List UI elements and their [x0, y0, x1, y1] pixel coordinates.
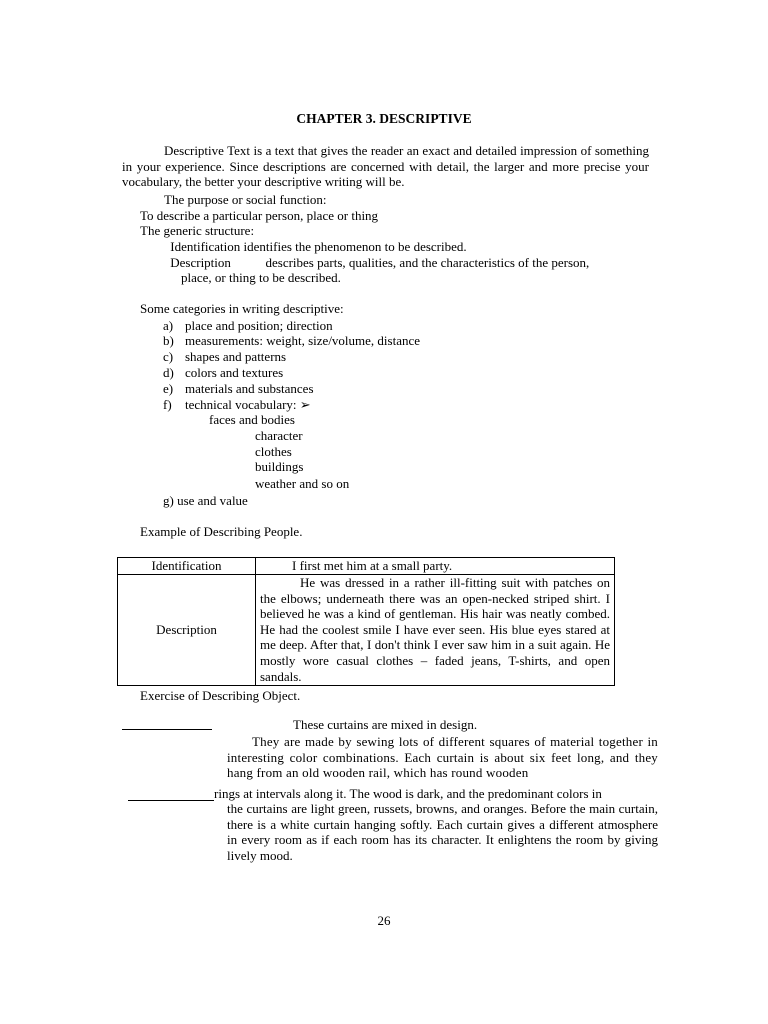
- technical-text: clothes: [255, 444, 292, 459]
- exercise-para1: They are made by sewing lots of different squares of material together in interesting color combinations. Each curtain is about six feet long, and they hang from an old wooden rail, which has round wooden: [227, 734, 658, 781]
- category-marker: f): [163, 397, 172, 412]
- category-text: place and position; direction: [185, 318, 333, 333]
- structure-text: Identification identifies the phenomenon to be described.: [170, 239, 467, 254]
- example-table: [117, 557, 615, 686]
- chapter-title: CHAPTER 3. DESCRIPTIVE: [296, 111, 472, 126]
- category-item: [163, 397, 311, 413]
- category-text: materials and substances: [185, 381, 314, 396]
- exercise-para2-rest: the curtains are light green, russets, browns, and oranges. Before the main curtain, there is a white curtain hanging softly. Each curtain gives a different atmosphere in every room as if each room has its character. It enlightens the room by giving lively mood.: [227, 801, 658, 863]
- category-text: shapes and patterns: [185, 349, 287, 364]
- technical-first: faces and bodies: [209, 412, 295, 427]
- category-text: colors and textures: [185, 365, 284, 380]
- answer-blank-1[interactable]: [122, 715, 212, 730]
- table-row: [118, 558, 615, 575]
- category-g: g) use and value: [163, 493, 248, 508]
- technical-item: [209, 476, 349, 492]
- table-cell-text: I first met him at a small party.: [256, 558, 615, 575]
- example-heading: Example of Describing People.: [140, 524, 303, 539]
- categories-heading: Some categories in writing descriptive:: [140, 301, 344, 316]
- purpose-heading: The purpose or social function:: [164, 192, 327, 207]
- technical-item: [209, 459, 303, 475]
- category-marker: e): [163, 381, 174, 396]
- intro-paragraph: [122, 143, 649, 190]
- technical-text: weather and so on: [255, 476, 350, 491]
- table-row: [118, 574, 615, 685]
- category-text: measurements: weight, size/volume, distance: [185, 333, 421, 348]
- technical-item: [209, 428, 303, 444]
- structure-continuation: place, or thing to be described.: [181, 270, 341, 285]
- structure-text: describes parts, qualities, and the characteristics of the person,: [265, 255, 590, 270]
- structure-label: Description: [170, 255, 231, 270]
- answer-blank-2[interactable]: [128, 786, 214, 801]
- category-text: technical vocabulary: ➢: [185, 397, 311, 412]
- intro-text: Descriptive Text is a text that gives the reader an exact and detailed impression of something in your experience. Since descriptions are concerned with detail, the larger and more precise your vocabulary, the better your descriptive writing will be.: [122, 143, 649, 190]
- category-marker: a): [163, 318, 174, 333]
- exercise-line1: These curtains are mixed in design.: [293, 717, 478, 732]
- exercise-para2-first: rings at intervals along it. The wood is dark, and the predominant colors in: [214, 786, 602, 801]
- exercise-heading: Exercise of Describing Object.: [140, 688, 301, 703]
- category-item: [163, 365, 283, 381]
- technical-text: character: [255, 428, 303, 443]
- category-item: [163, 333, 420, 349]
- category-item: [163, 381, 314, 397]
- table-cell-text: He was dressed in a rather ill-fitting suit with patches on the elbows; underneath there was an open-necked striped shirt. I believed he was a kind of gentleman. His hair was neatly combed. He had the coolest smile I have ever seen. His blue eyes stared at me deep. After that, I don't think I ever saw him in a suit again. He mostly wore casual clothes – faded jeans, T-shirts, and open sandals.: [256, 574, 615, 685]
- category-marker: b): [163, 333, 174, 348]
- technical-item: [209, 444, 292, 460]
- technical-text: buildings: [255, 459, 304, 474]
- structure-item-description: [144, 255, 589, 271]
- page-number: 26: [377, 913, 391, 928]
- table-cell-label: Identification: [118, 558, 256, 575]
- structure-heading: The generic structure:: [140, 223, 255, 238]
- structure-item-identification: [144, 239, 467, 255]
- table-cell-label: Description: [118, 574, 256, 685]
- category-marker: c): [163, 349, 174, 364]
- purpose-text: To describe a particular person, place or thing: [140, 208, 379, 223]
- category-marker: d): [163, 365, 174, 380]
- category-item: [163, 318, 333, 334]
- category-item: [163, 349, 286, 365]
